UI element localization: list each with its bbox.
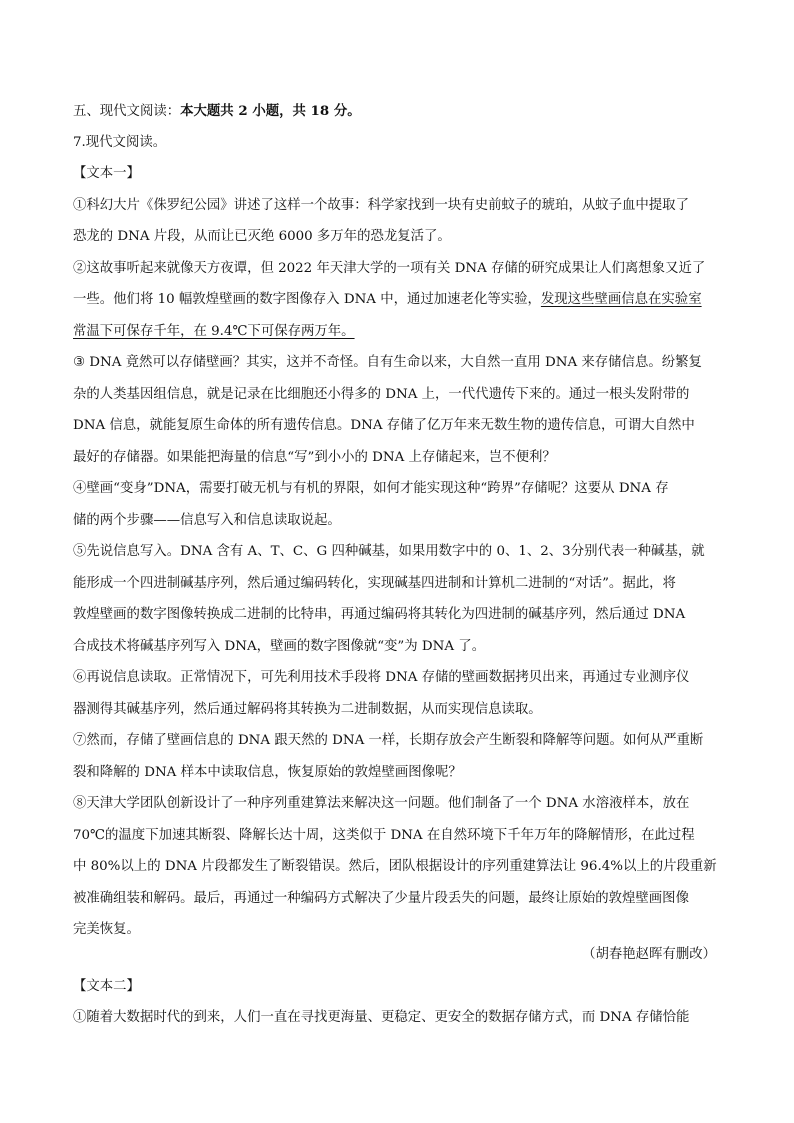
paragraph-4-line-2: 储的两个步骤——信息写入和信息读取说起。 — [73, 513, 341, 528]
paragraph-2-line-3: 常温下可保存千年，在 9.4℃下可保存两万年。 — [73, 324, 355, 339]
text2-label: 【文本二】 — [73, 979, 140, 994]
paragraph-1-line-2: 恐龙的 DNA 片段，从而让已灭绝 6000 多万年的恐龙复活了。 — [73, 229, 451, 244]
text1-label: 【文本一】 — [73, 166, 140, 181]
paragraph-7-line-2: 裂和降解的 DNA 样本中读取信息，恢复原始的敦煌壁画图像呢？ — [73, 765, 462, 780]
paragraph-6-line-2: 器测得其碱基序列，然后通过解码将其转换为二进制数据，从而实现信息读取。 — [73, 702, 542, 717]
paragraph-5-line-2: 能形成一个四进制碱基序列，然后通过编码转化，实现碱基四进制和计算机二进制的“对话”。据此，将 — [73, 576, 676, 591]
paragraph-2-line-2-plain: 一些。他们将 10 幅敦煌壁画的数字图像存入 DNA 中，通过加速老化等实验， — [73, 292, 541, 307]
paragraph-2-line-2 — [73, 290, 723, 310]
paragraph-2-underlined-text: 发现这些壁画信息在实验室 — [540, 292, 702, 307]
paragraph-7-line-1: ⑦然而，存储了壁画信息的 DNA 跟天然的 DNA 一样，长期存放会产生断裂和降解等问题。如何从严重断 — [73, 733, 704, 748]
paragraph-9-line-1: ①随着大数据时代的到来，人们一直在寻找更海量、更稳定、更安全的数据存储方式，而 DNA 存储恰能 — [73, 1010, 690, 1025]
paragraph-5-line-1: ⑤先说信息写入。DNA 含有 A、T、C、G 四种碱基，如果用数字中的 0、1、2、3分别代表一种碱基，就 — [73, 544, 705, 559]
attribution: （胡春艳赵晖有删改） — [582, 947, 716, 962]
paragraph-5-line-4: 合成技术将碱基序列写入 DNA，壁画的数字图像就“变”为 DNA 了。 — [73, 639, 486, 654]
paragraph-2-line-1: ②这故事听起来就像天方夜谭，但 2022 年天津大学的一项有关 DNA 存储的研究成果让人们离想象又近了 — [73, 261, 706, 276]
paragraph-3-line-4: 最好的存储器。如果能把海量的信息“写”到小小的 DNA 上存储起来，岂不便利？ — [73, 450, 556, 465]
paragraph-4-line-1: ④壁画“变身”DNA，需要打破无机与有机的界限，如何才能实现这种“跨界”存储呢？这要从 DNA 存 — [73, 481, 669, 496]
paragraph-8-line-4: 被准确组装和解码。最后，再通过一种编码方式解决了少量片段丢失的问题，最终让原始的敦煌壁画图像 — [73, 891, 689, 906]
paragraph-3-line-3: DNA 信息，就能复原生命体的所有遗传信息。DNA 存储了亿万年来无数生物的遗传信息，可谓大自然中 — [73, 418, 695, 433]
section-heading-bold: 本大题共 2 小题，共 18 分。 — [180, 103, 361, 119]
paragraph-8-line-2: 70℃的温度下加速其断裂、降解长达十周，这类似于 DNA 在自然环境下千年万年的降解情形，在此过程 — [73, 828, 695, 843]
paragraph-8-line-1: ⑧天津大学团队创新设计了一种序列重建算法来解决这一问题。他们制备了一个 DNA 水溶液样本，放在 — [73, 796, 690, 811]
section-heading — [73, 101, 723, 122]
paragraph-1-line-1: ①科幻大片《侏罗纪公园》讲述了这样一个故事：科学家找到一块有史前蚊子的琥珀，从蚊子血中提取了 — [73, 198, 689, 213]
question-title: 7.现代文阅读。 — [73, 135, 167, 150]
paragraph-3-line-1: ③ DNA 竟然可以存储壁画？其实，这并不奇怪。自有生命以来，大自然一直用 DNA 来存储信息。纷繁复 — [73, 355, 702, 370]
paragraph-3-line-2: 杂的人类基因组信息，就是记录在比细胞还小得多的 DNA 上，一代代遗传下来的。通过一根头发附带的 — [73, 387, 690, 402]
section-heading-prefix: 五、现代文阅读： — [73, 104, 181, 119]
paragraph-6-line-1: ⑥再说信息读取。正常情况下，可先利用技术手段将 DNA 存储的壁画数据拷贝出来，再通过专业测序仪 — [73, 670, 690, 685]
paragraph-8-line-3: 中 80%以上的 DNA 片段都发生了断裂错误。然后，团队根据设计的序列重建算法让 96.4%以上的片段重新 — [73, 859, 717, 874]
paragraph-5-line-3: 敦煌壁画的数字图像转换成二进制的比特串，再通过编码将其转化为四进制的碱基序列，然后通过 DNA — [73, 607, 686, 622]
paragraph-8-line-5: 完美恢复。 — [73, 922, 140, 937]
